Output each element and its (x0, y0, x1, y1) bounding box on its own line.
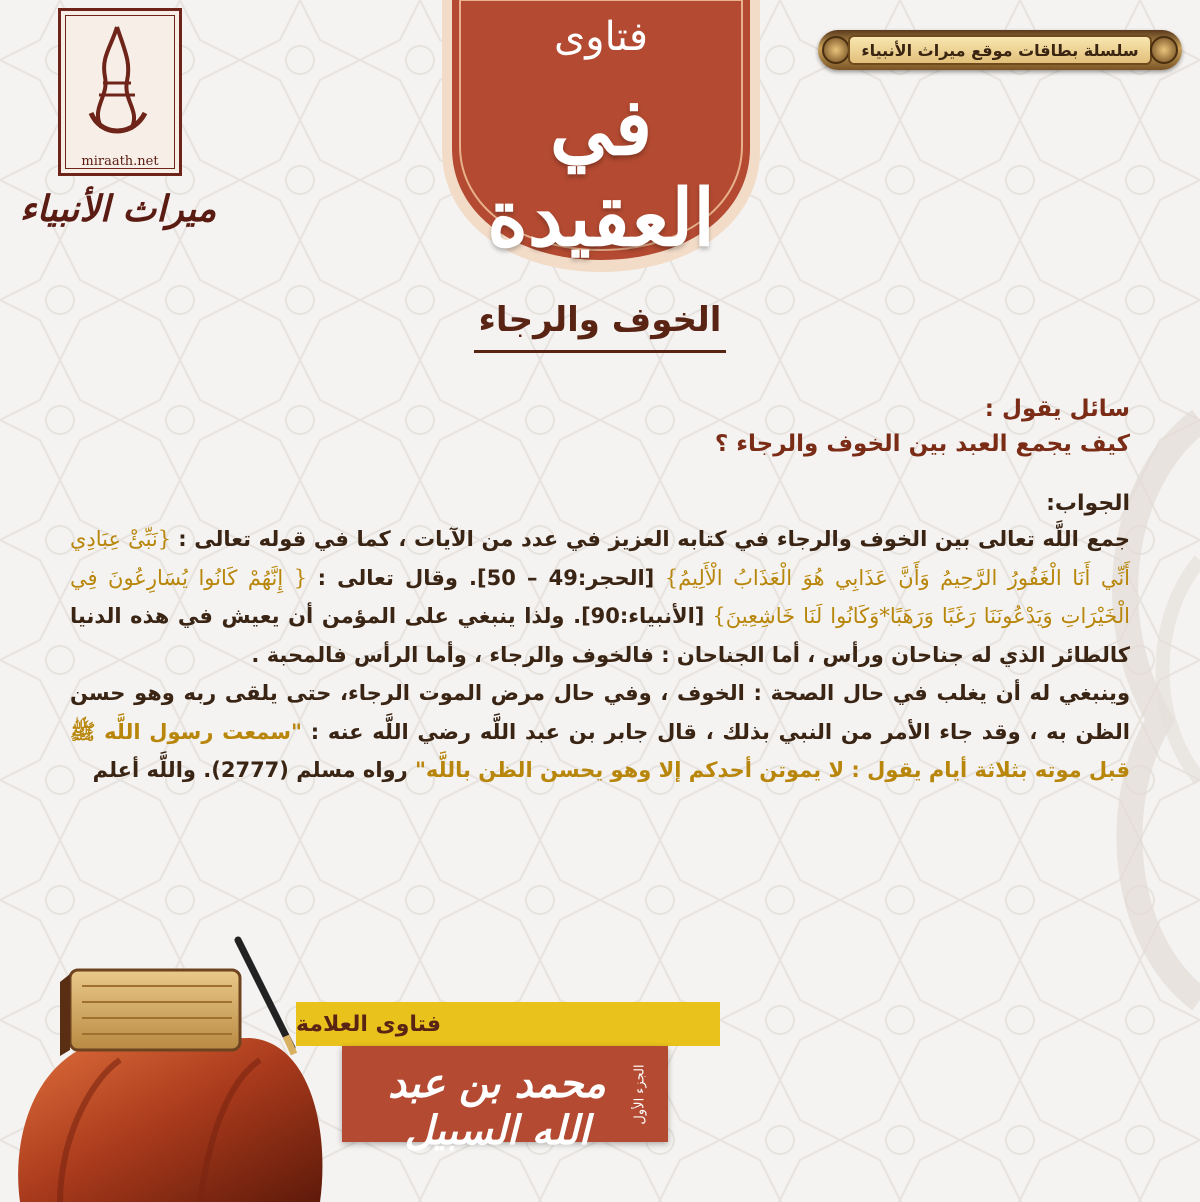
question-text: كيف يجمع العبد بين الخوف والرجاء ؟ (714, 431, 1130, 457)
fatwa-content (70, 392, 1130, 790)
verse-reference-hijr: [الحجر:49 – 50]. وقال تعالى : (317, 565, 655, 590)
shield-title-fatawa: فتاوى (553, 14, 648, 60)
title-underline (474, 350, 726, 353)
calligraphy-seal-icon (58, 8, 182, 176)
answer-paragraph-1 (70, 520, 1130, 674)
hadith-reference: رواه مسلم (2777). واللَّه أعلم (92, 758, 415, 782)
series-banner (818, 30, 1182, 70)
series-banner-text: سلسلة بطاقات موقع ميراث الأنبياء (848, 35, 1152, 65)
book-illustration (0, 930, 340, 1202)
question-label: سائل يقول : (984, 396, 1130, 422)
shield-title-aqeedah: في العقيدة (487, 82, 715, 264)
author-name: محمد بن عبد الله السبيل (388, 1060, 606, 1154)
quran-verse-anbiya: { إِنَّهُمْ كَانُوا يُسَارِعُونَ فِي الْخَيْرَاتِ وَيَدْعُونَنَا رَغَبًا وَرَهَبًا*وَكَانُوا لَنَا خَاشِعِينَ} (70, 565, 1130, 628)
author-plate (342, 1046, 668, 1154)
author-label: فتاوى العلامة (296, 1002, 720, 1046)
hadith-text: "سمعت رسول اللَّه ﷺ قبل موته بثلاثة أيام يقول : لا يموتن أحدكم إلا وهو يحسن الظن باللَّه" (70, 719, 1130, 782)
quran-verse-hijr: {نَبِّئْ عِبَادِي أَنِّي أَنَا الْغَفُورُ الرَّحِيمُ وَأَنَّ عَذَابِي هُوَ الْعَذَابُ الْأَلِيمُ} (70, 527, 1131, 590)
book-part (620, 1064, 660, 1124)
answer-intro: جمع اللَّه تعالى بين الخوف والرجاء في كتابه العزيز في عدد من الآيات ، كما في قوله تعالى : (178, 527, 1131, 551)
page-title: الخوف والرجاء (478, 300, 722, 340)
book-part-label: الجزء الأول (632, 1063, 648, 1125)
answer-paragraph-1-rest: [الأنبياء:90]. ولذا ينبغي على المؤمن أن يعيش في هذه الدنيا كالطائر الذي له جناحان ورأس ، أما الجناحان : فالخوف والرجاء ، وأما الرأس فالمحبة . (70, 604, 1130, 667)
answer-paragraph-2-intro: وينبغي له أن يغلب في حال الصحة : الخوف ، وفي حال مرض الموت الرجاء، حتى يلقى ربه وهو حسن الظن به ، وقد جاء الأمر من النبي بذلك ، قال جابر بن عبد اللَّه رضي اللَّه عنه : (70, 681, 1130, 744)
site-logo[interactable] (18, 8, 218, 248)
logo-url: miraath.net (81, 154, 159, 169)
title-shield (438, 0, 764, 274)
logo-name: ميراث الأنبياء (19, 188, 217, 230)
answer-paragraph-2 (70, 674, 1130, 790)
answer-label: الجواب: (1046, 491, 1130, 516)
